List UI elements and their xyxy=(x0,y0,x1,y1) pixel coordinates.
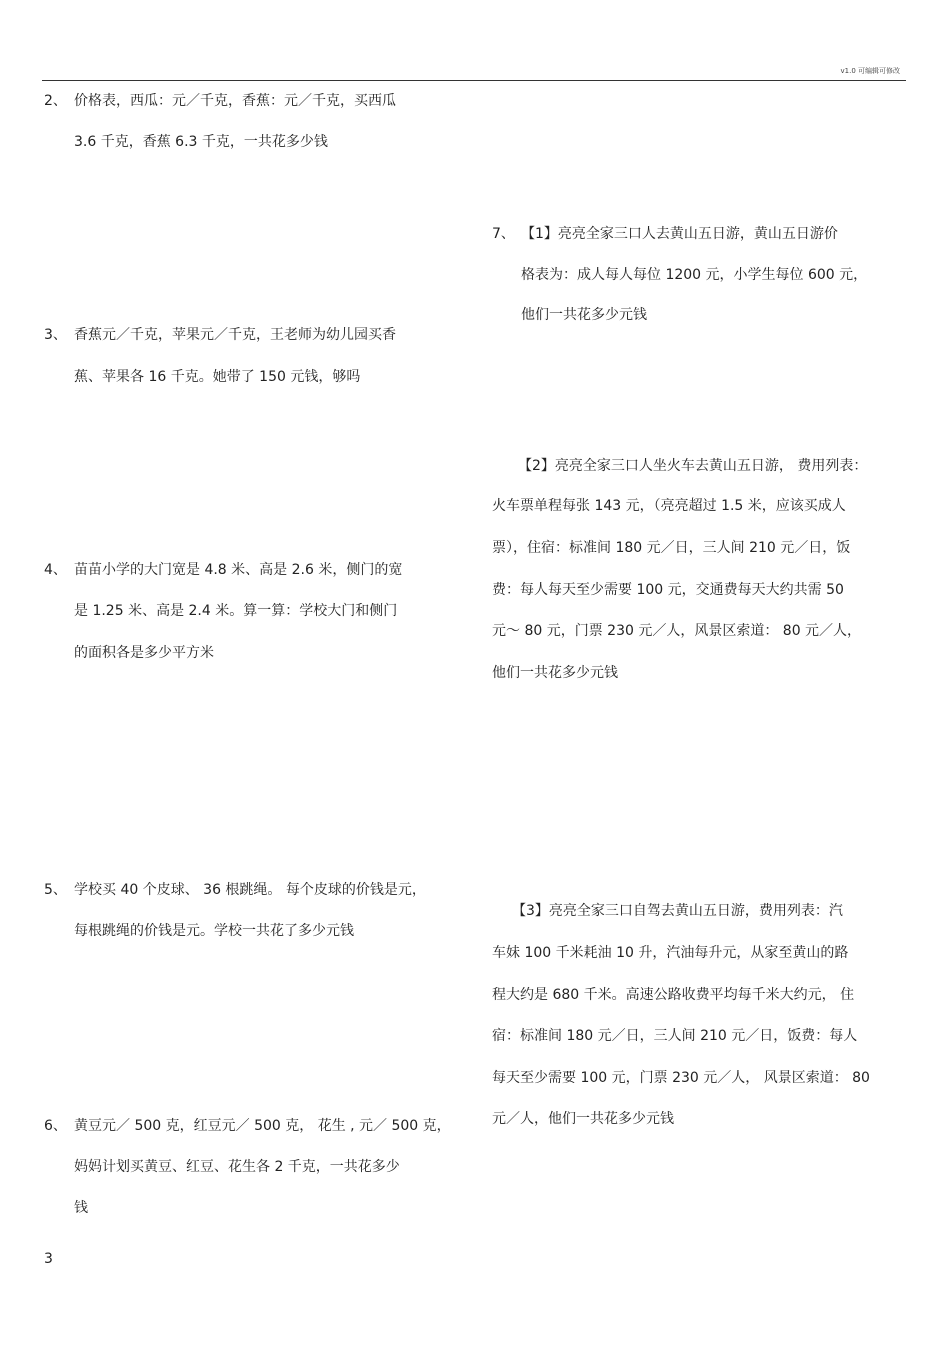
page-number: 3 xyxy=(44,1251,53,1267)
problem-text-line: 黄豆元／ 500 克，红豆元／ 500 克， 花生 , 元／ 500 克， xyxy=(74,1118,451,1134)
problem-text-line: 元／人，他们一共花多少元钱 xyxy=(492,1111,674,1127)
problem-text-line: 程大约是 680 千米。高速公路收费平均每千米大约元， 住 xyxy=(492,987,855,1003)
problem-text-line: 每天至少需要 100 元，门票 230 元／人， 风景区索道： 80 xyxy=(492,1070,870,1086)
problem-text-line: 车妹 100 千米耗油 10 升，汽油每升元，从家至黄山的路 xyxy=(492,945,849,961)
problem-number: 5、 xyxy=(44,882,67,898)
problem-number: 2、 xyxy=(44,93,67,109)
problem-number: 7、 xyxy=(492,226,515,242)
problem-text-line: 【1】亮亮全家三口人去黄山五日游，黄山五日游价 xyxy=(521,226,838,242)
problem-text-line: 他们一共花多少元钱 xyxy=(492,665,618,681)
problem-text-line: 元～ 80 元，门票 230 元／人，风景区索道： 80 元／人， xyxy=(492,623,862,639)
problem-text-line: 钱 xyxy=(74,1200,88,1216)
problem-text-line: 费：每人每天至少需要 100 元，交通费每天大约共需 50 xyxy=(492,582,844,598)
problem-text-line: 学校买 40 个皮球、 36 根跳绳。 每个皮球的价钱是元， xyxy=(74,882,426,898)
problem-number: 4、 xyxy=(44,562,67,578)
problem-text-line: 每根跳绳的价钱是元。学校一共花了多少元钱 xyxy=(74,923,354,939)
problem-text-line: 苗苗小学的大门宽是 4.8 米、高是 2.6 米，侧门的宽 xyxy=(74,562,403,578)
problem-text-line: 【3】亮亮全家三口自驾去黄山五日游，费用列表：汽 xyxy=(512,903,843,919)
problem-text-line: 是 1.25 米、高是 2.4 米。算一算：学校大门和侧门 xyxy=(74,603,398,619)
problem-text-line: 香蕉元／千克，苹果元／千克，王老师为幼儿园买香 xyxy=(74,327,396,343)
problem-text-line: 格表为：成人每人每位 1200 元，小学生每位 600 元， xyxy=(521,267,868,283)
problem-text-line: 价格表，西瓜：元／千克，香蕉：元／千克，买西瓜 xyxy=(74,93,396,109)
problem-number: 6、 xyxy=(44,1118,67,1134)
header-rule xyxy=(42,80,906,81)
problem-text-line: 妈妈计划买黄豆、红豆、花生各 2 千克，一共花多少 xyxy=(74,1159,400,1175)
header-note: v1.0 可编辑可修改 xyxy=(840,67,900,75)
problem-text-line: 【2】亮亮全家三口人坐火车去黄山五日游， 费用列表： xyxy=(518,458,868,474)
problem-text-line: 宿：标准间 180 元／日，三人间 210 元／日，饭费：每人 xyxy=(492,1028,858,1044)
problem-text-line: 火车票单程每张 143 元，（亮亮超过 1.5 米，应该买成人 xyxy=(492,498,846,514)
problem-text-line: 蕉、苹果各 16 千克。她带了 150 元钱，够吗 xyxy=(74,369,361,385)
problem-text-line: 他们一共花多少元钱 xyxy=(521,307,647,323)
problem-text-line: 票），住宿：标准间 180 元／日，三人间 210 元／日，饭 xyxy=(492,540,851,556)
problem-number: 3、 xyxy=(44,327,67,343)
problem-text-line: 3.6 千克，香蕉 6.3 千克，一共花多少钱 xyxy=(74,134,328,150)
problem-text-line: 的面积各是多少平方米 xyxy=(74,645,214,661)
